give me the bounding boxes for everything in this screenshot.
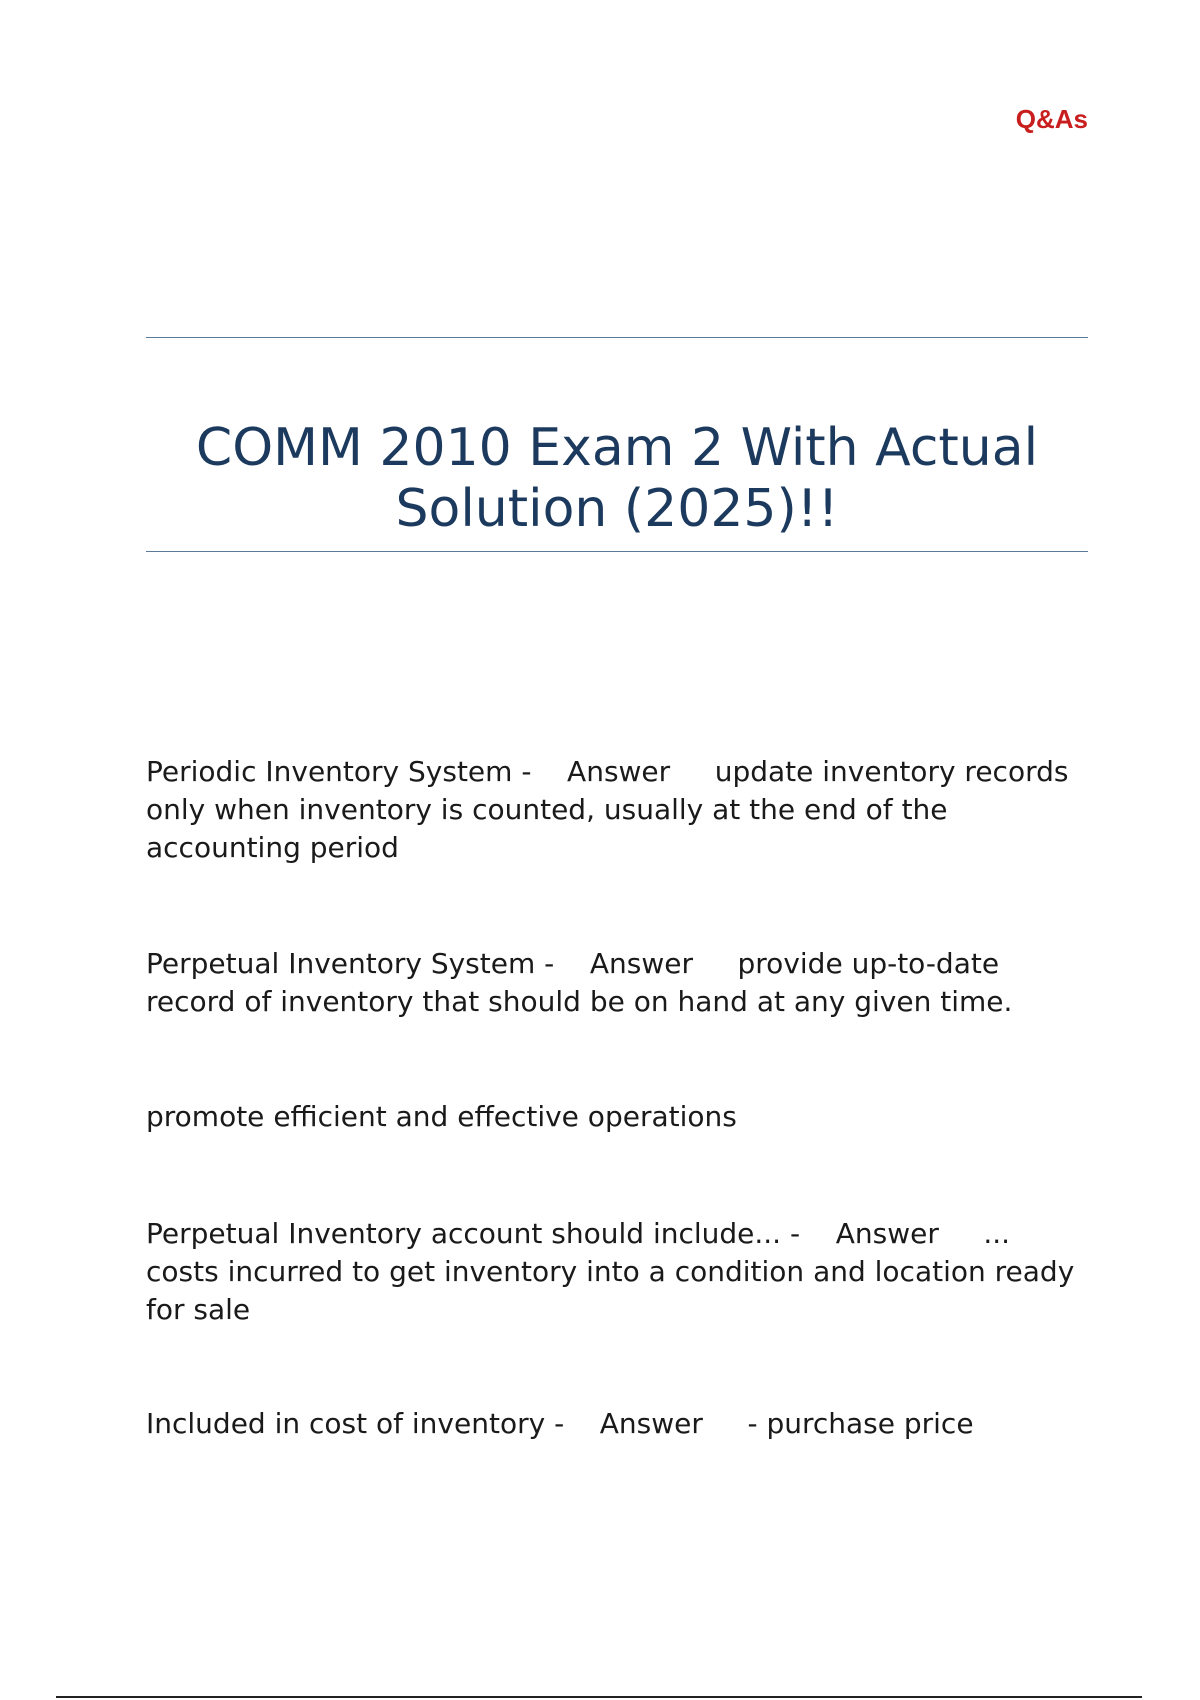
- qa-item: [146, 945, 1091, 1021]
- qa-question: Perpetual Inventory System -: [146, 947, 555, 980]
- qa-item: [146, 1215, 1091, 1329]
- qa-answer: update inventory records only when inventory is counted, usually at the end of the accounting period: [146, 755, 1069, 864]
- qa-item: [146, 1098, 1091, 1136]
- document-title: [146, 418, 1088, 540]
- qa-question: Periodic Inventory System -: [146, 755, 532, 788]
- qa-answer: ... costs incurred to get inventory into a condition and location ready for sale: [146, 1217, 1075, 1326]
- qa-item: [146, 1405, 1091, 1443]
- qa-text: promote efficient and effective operations: [146, 1100, 737, 1133]
- qa-header-tag: Q&As: [1015, 104, 1088, 134]
- title-bottom-rule: [146, 551, 1088, 552]
- qa-item: [146, 753, 1091, 867]
- qa-answer-label: Answer: [589, 947, 693, 980]
- qa-answer-label: Answer: [599, 1407, 703, 1440]
- qa-question: Included in cost of inventory -: [146, 1407, 565, 1440]
- qa-answer: - purchase price: [747, 1407, 974, 1440]
- qa-answer-label: Answer: [567, 755, 671, 788]
- title-line-2: Solution (2025)!!: [395, 479, 839, 539]
- qa-question: Perpetual Inventory account should include... -: [146, 1217, 801, 1250]
- qa-answer-label: Answer: [835, 1217, 939, 1250]
- qa-answer: provide up-to-date record of inventory that should be on hand at any given time.: [146, 947, 1013, 1018]
- footer-rule: [56, 1696, 1142, 1698]
- title-line-1: COMM 2010 Exam 2 With Actual: [195, 418, 1039, 478]
- title-top-rule: [146, 337, 1088, 338]
